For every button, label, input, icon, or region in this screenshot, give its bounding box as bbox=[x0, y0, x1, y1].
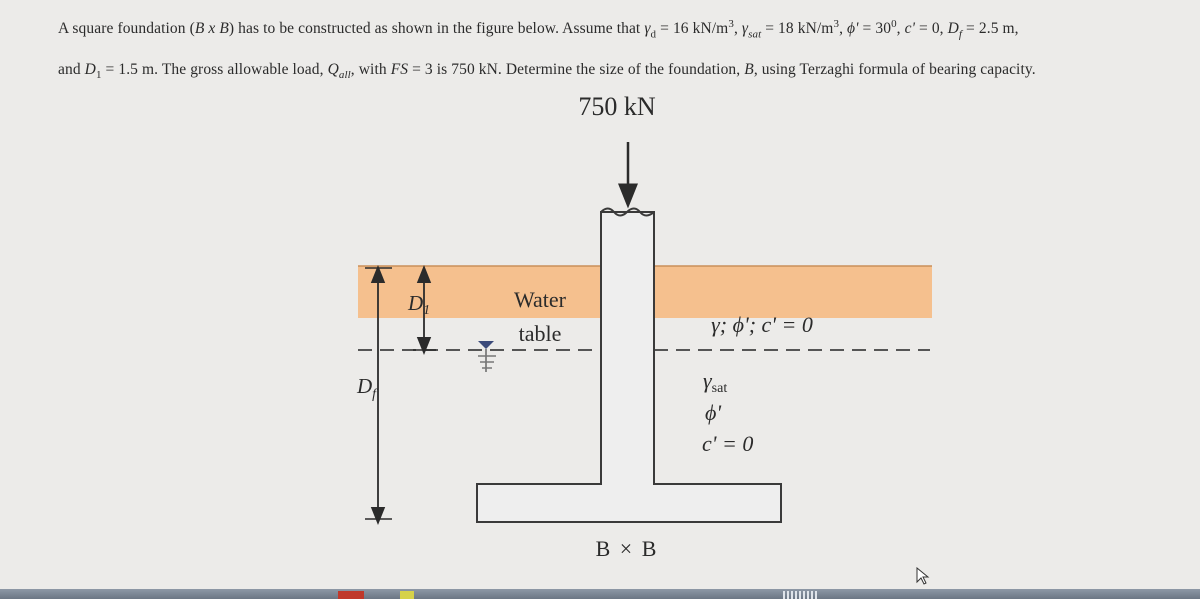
math-value: = 3 is 750 kN. Determine the size of the foundation, bbox=[408, 61, 745, 79]
math-value: = 16 kN/m bbox=[656, 20, 729, 38]
math-value: = 30 bbox=[858, 20, 892, 38]
math-gamma-sat: γ bbox=[741, 20, 749, 38]
lower-soil-gamma-sat: γsat bbox=[703, 368, 728, 396]
math-sub: sat bbox=[748, 28, 762, 41]
d1-label: D1 bbox=[408, 291, 431, 318]
water-table-icon bbox=[478, 341, 496, 372]
text-run: , with bbox=[350, 61, 391, 79]
math-d1: D bbox=[84, 61, 96, 79]
math-sub: f bbox=[958, 28, 963, 41]
text-run: A square foundation ( bbox=[58, 20, 195, 38]
taskbar[interactable] bbox=[0, 589, 1200, 599]
math-b-by-b: B x B bbox=[194, 20, 229, 38]
math-value: = 18 kN/m bbox=[761, 20, 834, 38]
text-run: ) has to be constructed as shown in the figure below. Assume that bbox=[228, 20, 645, 38]
math-sub: 1 bbox=[95, 69, 102, 82]
math-sup: 3 bbox=[728, 18, 734, 30]
df-label: $D_f$ bbox=[357, 374, 377, 402]
water-table-label-line2: table bbox=[518, 321, 562, 346]
math-sub: d bbox=[650, 28, 657, 41]
foundation-size-label: B × B bbox=[595, 536, 659, 561]
taskbar-app-icon[interactable] bbox=[400, 591, 414, 599]
math-sup: 3 bbox=[833, 18, 840, 30]
text-run: , using Terzaghi formula of bearing capacity. bbox=[753, 61, 1036, 79]
math-fs: FS bbox=[390, 61, 409, 79]
math-value: = 0, bbox=[915, 20, 948, 38]
math-phi: ϕ' bbox=[847, 20, 859, 38]
load-label: 750 kN bbox=[578, 92, 656, 121]
taskbar-dots-icon[interactable] bbox=[783, 591, 817, 599]
math-value: = 1.5 m. The gross allowable load, bbox=[101, 61, 328, 79]
taskbar-app-icon[interactable] bbox=[338, 591, 364, 599]
math-value: = 2.5 m, bbox=[962, 20, 1019, 38]
math-sub: all bbox=[338, 69, 351, 82]
footing-outline bbox=[477, 212, 781, 522]
lower-soil-phi: ϕ' bbox=[705, 400, 722, 425]
math-c: c' bbox=[904, 20, 916, 38]
math-df: D bbox=[947, 20, 959, 38]
text-run: , bbox=[839, 20, 848, 38]
math-gamma: γ bbox=[644, 20, 651, 38]
mouse-cursor-icon bbox=[916, 567, 930, 585]
text-run: , bbox=[896, 20, 905, 38]
lower-soil-cohesion: c' = 0 bbox=[702, 431, 754, 456]
upper-soil-properties: γ; ϕ'; c' = 0 bbox=[711, 312, 813, 337]
text-run: and bbox=[58, 61, 85, 79]
math-b: B bbox=[744, 61, 754, 79]
water-table-label-line1: Water bbox=[514, 287, 566, 312]
text-run: , bbox=[733, 20, 742, 38]
math-q-all: Q bbox=[327, 61, 339, 79]
math-sup: 0 bbox=[891, 18, 897, 30]
